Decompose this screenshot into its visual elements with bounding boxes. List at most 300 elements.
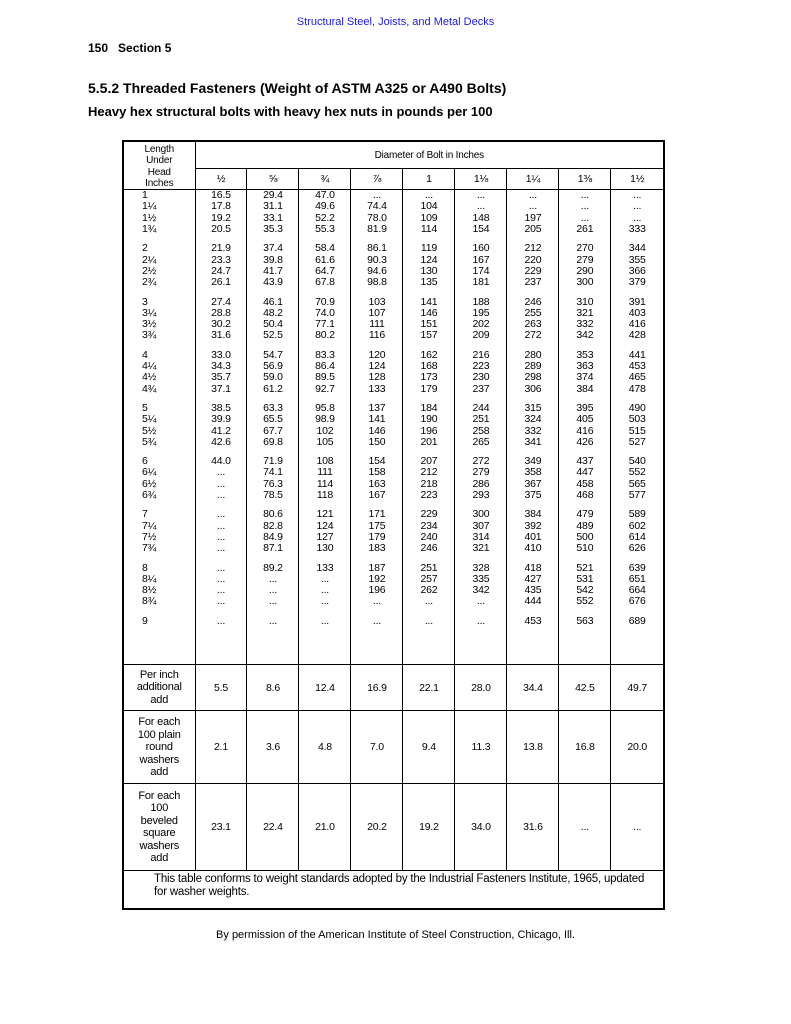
- weight-value: 63.3: [263, 401, 283, 414]
- length-value: 1¼: [142, 200, 157, 213]
- weight-value: 137: [368, 401, 386, 414]
- weight-value: 478: [628, 382, 646, 395]
- running-head: Structural Steel, Joists, and Metal Decks: [296, 16, 495, 28]
- weight-value: 202: [472, 318, 490, 331]
- weight-value: 651: [628, 572, 646, 585]
- weight-value: 128: [368, 371, 386, 384]
- weight-value: 98.9: [315, 413, 335, 426]
- weight-value: 71.9: [263, 455, 283, 468]
- additional-weight-value: 16.9: [351, 665, 403, 711]
- weight-value: 435: [524, 584, 542, 597]
- additional-weight-value: 19.2: [403, 784, 455, 871]
- weight-value: 410: [524, 542, 542, 555]
- weight-column: [559, 190, 611, 665]
- weight-value: 82.8: [263, 519, 283, 532]
- weight-value: 552: [628, 466, 646, 479]
- weight-value: 41.7: [263, 264, 283, 277]
- weight-value: 468: [576, 489, 594, 502]
- additional-weight-value: 20.2: [351, 784, 403, 871]
- weight-value: 563: [576, 614, 594, 627]
- weight-value: 162: [420, 348, 438, 361]
- weight-value: 489: [576, 519, 594, 532]
- additional-weight-value: 8.6: [247, 665, 299, 711]
- weight-value: 272: [472, 455, 490, 468]
- weight-value: 374: [576, 371, 594, 384]
- weight-value: 67.7: [263, 424, 283, 437]
- length-value: 4¼: [142, 360, 157, 373]
- weight-value: ...: [633, 211, 642, 224]
- weight-value: 135: [420, 276, 438, 289]
- length-column-header: [123, 141, 195, 190]
- weight-value: 154: [368, 455, 386, 468]
- weight-value: 80.2: [315, 329, 335, 342]
- weight-value: 87.1: [263, 542, 283, 555]
- weight-value: 216: [472, 348, 490, 361]
- label-line: For each: [138, 716, 181, 729]
- weight-value: 293: [472, 489, 490, 502]
- weight-value: ...: [320, 572, 330, 585]
- weight-value: ...: [424, 189, 433, 202]
- weight-value: 34.3: [211, 360, 231, 373]
- weight-value: 157: [420, 329, 438, 342]
- weight-value: ...: [216, 572, 226, 585]
- weight-value: 418: [524, 561, 542, 574]
- weight-value: 56.9: [263, 360, 283, 373]
- label-line: add: [150, 852, 169, 865]
- weight-value: 49.6: [315, 200, 335, 213]
- weight-value: 401: [524, 530, 542, 543]
- weight-value: 179: [368, 530, 386, 543]
- weight-value: ...: [320, 584, 330, 597]
- additional-weight-value: 16.8: [559, 711, 611, 784]
- weight-value: 31.6: [211, 329, 231, 342]
- weight-value: 89.2: [263, 561, 283, 574]
- weight-value: 77.1: [315, 318, 335, 331]
- weight-value: 349: [524, 455, 542, 468]
- weight-value: 565: [628, 477, 646, 490]
- additional-weight-value: 9.4: [403, 711, 455, 784]
- length-value: 6¾: [142, 489, 157, 502]
- weight-value: 33.1: [263, 211, 283, 224]
- section-title: 5.5.2 Threaded Fasteners (Weight of ASTM A325 or A490 Bolts): [88, 80, 507, 96]
- weight-value: 168: [420, 360, 438, 373]
- weight-value: 37.4: [263, 242, 283, 255]
- length-value: 2¾: [142, 276, 157, 289]
- label-line: 100: [150, 802, 169, 815]
- label-line: round: [145, 741, 173, 754]
- weight-value: 290: [576, 264, 594, 277]
- length-value: 7¼: [142, 519, 157, 532]
- weight-value: 540: [628, 455, 646, 468]
- table-note: This table conforms to weight standards adopted by the Industrial Fasteners Institute, 1965, updated for washer weights.: [123, 871, 664, 910]
- weight-value: 395: [576, 401, 594, 414]
- weight-value: 38.5: [211, 401, 231, 414]
- weight-value: 289: [524, 360, 542, 373]
- weight-value: 174: [472, 264, 490, 277]
- weight-value: 332: [576, 318, 594, 331]
- additional-weight-value: ...: [559, 784, 611, 871]
- length-header-line: Head: [147, 166, 171, 178]
- weight-value: 146: [420, 306, 438, 319]
- weight-value: 146: [368, 424, 386, 437]
- weight-value: 664: [628, 584, 646, 597]
- table-note-row: [123, 871, 664, 910]
- weight-value: 173: [420, 371, 438, 384]
- weight-value: 187: [368, 561, 386, 574]
- weight-value: 279: [576, 253, 594, 266]
- diameter-cell: ¾: [299, 169, 351, 190]
- diameter-cell: 1½: [611, 169, 664, 190]
- weight-value: 315: [524, 401, 542, 414]
- weight-value: ...: [476, 189, 485, 202]
- weight-value: 21.9: [211, 242, 231, 255]
- weight-value: 321: [576, 306, 594, 319]
- weight-value: 19.2: [211, 211, 231, 224]
- weight-value: 70.9: [315, 295, 335, 308]
- weight-value: 74.4: [367, 200, 387, 213]
- weight-value: 614: [628, 530, 646, 543]
- weight-value: 69.8: [263, 435, 283, 448]
- weight-value: 255: [524, 306, 542, 319]
- weight-value: 28.8: [211, 306, 231, 319]
- weight-value: 121: [316, 508, 334, 521]
- weight-value: 344: [628, 242, 646, 255]
- weight-value: 639: [628, 561, 646, 574]
- additional-weight-value: 42.5: [559, 665, 611, 711]
- weight-value: 133: [368, 382, 386, 395]
- length-value: 8½: [142, 584, 157, 597]
- weight-value: 183: [368, 542, 386, 555]
- weight-value: 86.4: [315, 360, 335, 373]
- weight-value: 114: [420, 223, 437, 236]
- weight-value: 52.5: [263, 329, 283, 342]
- additional-weight-value: 2.1: [195, 711, 247, 784]
- weight-column: [455, 190, 507, 665]
- length-value: 4½: [142, 371, 157, 384]
- additional-weight-value: 34.4: [507, 665, 559, 711]
- page-header: [88, 41, 171, 55]
- additional-weight-value: 3.6: [247, 711, 299, 784]
- weight-value: ...: [216, 477, 226, 490]
- length-value: 1: [142, 189, 148, 202]
- weight-value: 154: [472, 223, 490, 236]
- additional-weight-value: 11.3: [455, 711, 507, 784]
- length-value: 5½: [142, 424, 157, 437]
- diameter-cell: ⅞: [351, 169, 403, 190]
- weight-value: 223: [420, 489, 438, 502]
- weight-value: 427: [524, 572, 542, 585]
- weight-value: 257: [420, 572, 438, 585]
- label-line: washers: [139, 839, 180, 852]
- length-value: 6: [142, 455, 148, 468]
- weight-value: ...: [372, 595, 382, 608]
- additional-weight-row: [123, 711, 664, 784]
- weight-value: 328: [472, 561, 490, 574]
- diameter-row: [123, 169, 664, 190]
- weight-value: ...: [372, 614, 382, 627]
- weight-value: 20.5: [211, 223, 231, 236]
- weight-value: 403: [628, 306, 646, 319]
- additional-row-label: [123, 784, 195, 871]
- weight-value: 229: [420, 508, 438, 521]
- weight-value: ...: [528, 189, 537, 202]
- weight-value: 263: [524, 318, 542, 331]
- weight-value: 286: [472, 477, 490, 490]
- label-line: For each: [138, 789, 181, 802]
- weight-value: 426: [576, 435, 594, 448]
- weight-value: 94.6: [367, 264, 387, 277]
- weight-value: 342: [472, 584, 490, 597]
- length-column: [123, 190, 195, 665]
- length-header-line: Inches: [145, 177, 174, 189]
- length-value: 3: [142, 295, 148, 308]
- diameter-header: Diameter of Bolt in Inches: [195, 141, 664, 169]
- weight-value: 244: [472, 401, 490, 414]
- weight-value: 39.9: [211, 413, 231, 426]
- weight-value: 230: [472, 371, 490, 384]
- weight-value: ...: [476, 200, 485, 213]
- additional-weight-value: 28.0: [455, 665, 507, 711]
- weight-value: ...: [580, 211, 589, 224]
- additional-weight-value: 13.8: [507, 711, 559, 784]
- length-value: 7½: [142, 530, 157, 543]
- weight-value: 479: [576, 508, 594, 521]
- diameter-cell: 1: [403, 169, 455, 190]
- weight-value: 392: [524, 519, 542, 532]
- weight-value: 510: [576, 542, 594, 555]
- weight-value: 27.4: [211, 295, 231, 308]
- weight-value: 114: [316, 477, 334, 490]
- weight-value: 24.7: [211, 264, 231, 277]
- weight-value: 167: [472, 253, 490, 266]
- weight-value: 37.1: [211, 382, 231, 395]
- weight-value: 363: [576, 360, 594, 373]
- weight-value: 265: [472, 435, 490, 448]
- weight-value: 527: [628, 435, 646, 448]
- weight-value: 220: [524, 253, 542, 266]
- weight-value: 78.0: [367, 211, 387, 224]
- weight-value: 342: [576, 329, 594, 342]
- weight-value: 54.7: [263, 348, 283, 361]
- section-label: Section 5: [118, 41, 172, 55]
- weight-value: 102: [316, 424, 334, 437]
- weight-value: 195: [472, 306, 490, 319]
- weight-value: 375: [524, 489, 542, 502]
- label-line: add: [150, 693, 169, 706]
- weight-value: 109: [420, 211, 438, 224]
- weight-column: [403, 190, 455, 665]
- weight-value: 437: [576, 455, 594, 468]
- weight-value: 602: [628, 519, 646, 532]
- weight-value: 358: [524, 466, 542, 479]
- additional-weight-value: 12.4: [299, 665, 351, 711]
- weight-value: ...: [424, 614, 433, 627]
- weight-value: 55.3: [315, 223, 335, 236]
- weight-value: 83.3: [315, 348, 335, 361]
- weight-value: 503: [628, 413, 646, 426]
- length-value: 5: [142, 401, 148, 414]
- length-value: 3¾: [142, 329, 157, 342]
- weight-value: 428: [628, 329, 646, 342]
- weight-value: 246: [524, 295, 542, 308]
- weight-value: 332: [524, 424, 542, 437]
- weight-value: 130: [420, 264, 438, 277]
- weight-value: 133: [316, 561, 334, 574]
- weight-value: 78.5: [263, 489, 283, 502]
- weight-value: 124: [420, 253, 438, 266]
- weight-value: 366: [628, 264, 646, 277]
- diameter-cell: 1⅛: [455, 169, 507, 190]
- weight-value: 212: [524, 242, 542, 255]
- weight-value: 521: [576, 561, 594, 574]
- weight-value: ...: [528, 200, 537, 213]
- length-value: 5¾: [142, 435, 157, 448]
- weight-value: 108: [316, 455, 334, 468]
- weight-value: 163: [368, 477, 386, 490]
- weight-value: ...: [216, 519, 226, 532]
- weight-value: 59.0: [263, 371, 283, 384]
- weight-value: ...: [216, 614, 226, 627]
- weight-value: 218: [420, 477, 438, 490]
- weight-value: 179: [420, 382, 438, 395]
- additional-weight-value: 4.8: [299, 711, 351, 784]
- weight-value: 441: [628, 348, 646, 361]
- length-value: 5¼: [142, 413, 157, 426]
- weight-value: 58.4: [315, 242, 335, 255]
- weight-value: 314: [472, 530, 490, 543]
- weight-value: 306: [524, 382, 542, 395]
- diameter-cell: 1¼: [507, 169, 559, 190]
- label-line: add: [150, 766, 169, 779]
- weight-value: 64.7: [315, 264, 335, 277]
- weight-value: 188: [472, 295, 490, 308]
- weight-value: 120: [368, 348, 386, 361]
- weight-value: 118: [316, 489, 334, 502]
- weight-value: 39.8: [263, 253, 283, 266]
- additional-weight-value: 20.0: [611, 711, 664, 784]
- weight-value: 90.3: [367, 253, 387, 266]
- weight-value: ...: [633, 189, 642, 202]
- table-subtitle: Heavy hex structural bolts with heavy hex nuts in pounds per 100: [88, 104, 493, 119]
- weight-value: 74.0: [315, 306, 335, 319]
- length-value: 3½: [142, 318, 157, 331]
- weight-value: 103: [368, 295, 386, 308]
- weight-value: 552: [576, 595, 594, 608]
- weight-value: 405: [576, 413, 594, 426]
- weight-value: 47.0: [315, 189, 335, 202]
- weight-value: ...: [320, 614, 330, 627]
- weight-value: 391: [628, 295, 646, 308]
- weight-value: 181: [472, 276, 490, 289]
- weight-value: 65.5: [263, 413, 283, 426]
- length-value: 2¼: [142, 253, 157, 266]
- weight-value: 229: [524, 264, 542, 277]
- weight-value: 542: [576, 584, 594, 597]
- diameter-cell: ⅝: [247, 169, 299, 190]
- weight-value: 307: [472, 519, 490, 532]
- weight-value: 46.1: [263, 295, 283, 308]
- weight-value: 589: [628, 508, 646, 521]
- weight-value: 237: [472, 382, 490, 395]
- additional-weight-value: 31.6: [507, 784, 559, 871]
- weight-value: 335: [472, 572, 490, 585]
- weight-value: 171: [368, 508, 386, 521]
- weight-value: 111: [369, 318, 385, 331]
- diameter-cell: ½: [195, 169, 247, 190]
- weight-value: 41.2: [211, 424, 231, 437]
- weight-value: 151: [420, 318, 438, 331]
- weight-value: ...: [320, 595, 330, 608]
- weight-value: 42.6: [211, 435, 231, 448]
- weight-value: 158: [368, 466, 386, 479]
- weight-column: [299, 190, 351, 665]
- weight-value: 86.1: [367, 242, 387, 255]
- weight-value: ...: [216, 584, 226, 597]
- weight-value: 246: [420, 542, 438, 555]
- length-header-line: Under: [146, 155, 173, 167]
- weight-value: 416: [576, 424, 594, 437]
- weight-value: 61.2: [263, 382, 283, 395]
- weight-value: ...: [580, 200, 589, 213]
- weight-value: 384: [576, 382, 594, 395]
- weight-value: ...: [268, 572, 278, 585]
- weight-value: 689: [628, 614, 646, 627]
- additional-weight-value: 5.5: [195, 665, 247, 711]
- weight-value: 197: [524, 211, 542, 224]
- additional-weight-row: [123, 784, 664, 871]
- weight-value: 105: [316, 435, 334, 448]
- additional-weight-value: 7.0: [351, 711, 403, 784]
- label-line: square: [143, 827, 176, 840]
- weight-value: 300: [472, 508, 490, 521]
- weight-value: 141: [368, 413, 386, 426]
- weight-value: 416: [628, 318, 646, 331]
- additional-weight-value: 49.7: [611, 665, 664, 711]
- additional-row-label: [123, 711, 195, 784]
- weight-value: 333: [628, 223, 646, 236]
- weight-value: 80.6: [263, 508, 283, 521]
- weight-value: 184: [420, 401, 438, 414]
- weight-value: 190: [420, 413, 438, 426]
- weight-value: ...: [268, 584, 278, 597]
- label-line: washers: [139, 753, 180, 766]
- weight-value: ...: [216, 530, 226, 543]
- additional-weight-value: 22.4: [247, 784, 299, 871]
- weight-value: 31.1: [263, 200, 283, 213]
- weight-value: 119: [420, 242, 437, 255]
- weight-value: 116: [368, 329, 386, 342]
- length-value: 7¾: [142, 542, 157, 555]
- weight-value: 577: [628, 489, 646, 502]
- weight-value: ...: [372, 189, 382, 202]
- page-number: 150: [88, 41, 109, 55]
- weight-value: 98.8: [367, 276, 387, 289]
- weight-value: 81.9: [367, 223, 387, 236]
- weight-value: 355: [628, 253, 646, 266]
- weight-value: 107: [368, 306, 386, 319]
- weight-value: 141: [420, 295, 438, 308]
- length-value: 6½: [142, 477, 157, 490]
- weight-value: 444: [524, 595, 542, 608]
- weight-value: 44.0: [211, 455, 231, 468]
- weight-value: 192: [368, 572, 386, 585]
- weight-value: 95.8: [315, 401, 335, 414]
- additional-weight-value: 22.1: [403, 665, 455, 711]
- weight-value: 500: [576, 530, 594, 543]
- weight-column: [195, 190, 247, 665]
- weight-value: 279: [472, 466, 490, 479]
- label-line: 100 plain: [137, 728, 181, 741]
